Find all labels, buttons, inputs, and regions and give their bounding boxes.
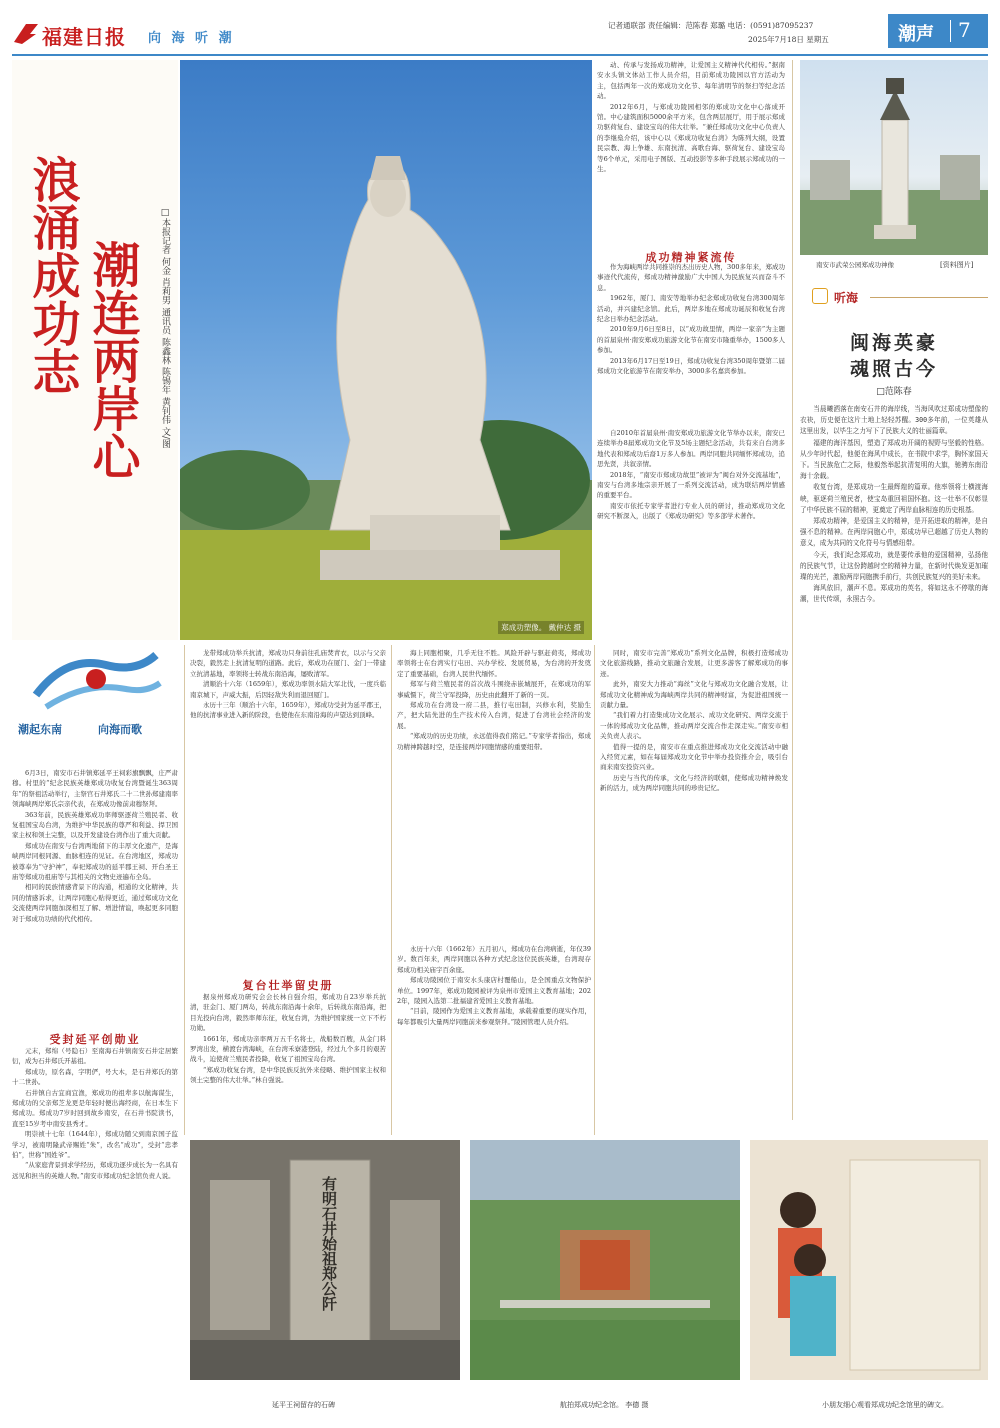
col3-bottom	[397, 944, 591, 1130]
logo-text: 福建日报	[42, 25, 126, 49]
tinghai-rule	[870, 297, 988, 298]
series-logo-line1: 潮起东南	[18, 723, 62, 736]
children-illustration	[750, 1140, 988, 1380]
paragraph: 南安市依托专家学者进行专业人员的研讨，推动郑成功文化研究不断深入，出版了《郑成功研究》等多部学术著作。	[597, 501, 785, 521]
paragraph: 2018年，“南安市郑成功故里”被评为“闽台对外交流基地”，南安与台湾多地宗亲开展了一系列交流活动，成为联结两岸情感的重要平台。	[597, 470, 785, 500]
pen-icon	[812, 288, 828, 304]
paragraph: 清顺治十六年（1659年），郑成功率领水陆大军北伐，一度兵临南京城下，声威大振，后因轻敌失利而退回厦门。	[190, 680, 386, 699]
headline-line2: 潮连两岸心	[84, 240, 140, 480]
paragraph: 1962年，厦门、南安等地举办纪念郑成功收复台湾300周年活动，并兴建纪念馆。此后，两岸多地在郑成功诞辰和收复台湾纪念日举办纪念活动。	[597, 294, 785, 324]
paragraph: 郑成功精神，是爱国主义的精神，是开拓进取的精神，是自强不息的精神。在两岸同胞心中，郑成功早已超越了历史人物的意义，成为共同的文化符号与情感纽带。	[800, 517, 988, 548]
paragraph: 永历十三年（顺治十六年，1659年），郑成功受封为延平郡王，他的抗清事业进入新的阶段，也使他在东南沿海的声望达到顶峰。	[190, 701, 386, 720]
logo	[12, 20, 142, 49]
paragraph: 福建的海洋基因，塑造了郑成功开阔的视野与坚毅的性格。从少年时代起，他便在海风中成长，在书院中求学，胸怀家国天下。当民族危亡之际，他毅然举起抗清复明的大旗，驰骋东南沿海十余载。	[800, 438, 988, 481]
paragraph: 永历十六年（1662年）五月初八，郑成功在台湾病逝，年仅39岁。数百年来，两岸同胞以各种方式纪念这位民族英雄，台湾现存郑成功相关庙宇百余座。	[397, 945, 591, 974]
paragraph: 2012年6月，与郑成功陵园相邻的郑成功文化中心落成开馆。中心建筑面积5000余平方米，包含两层展厅，用于展示郑成功驱荷复台、建设宝岛的伟大壮举。“兼任郑成功文化中心负责人的李继燊介绍，该中心以《郑成功收复台湾》为陈列大纲，设置民宗教、海上争雄、东南抗清、高歌台海、驱荷复台、建设宝岛等6个单元，采用电子图版、互动投影等多种手段展示郑成功的一生。	[597, 102, 785, 174]
main-photo-caption: 郑成功塑像。 戴仲达 摄	[498, 621, 584, 634]
col5-bottom	[600, 648, 788, 1130]
badge-divider	[950, 20, 951, 42]
paragraph: 值得一提的是，南安市在重点推进郑成功文化交流活动中融入经贸元素，如在每届郑成功文化节中举办投资推介会，吸引台商来南安投资兴业。	[600, 742, 788, 772]
section-name: 向 海 听 潮	[148, 31, 235, 46]
divider-2	[391, 645, 392, 1135]
right-photo-caption: 南安市武荣公园郑成功神像	[816, 261, 894, 269]
right-divider	[792, 60, 793, 1120]
aerial-photo	[470, 1140, 740, 1380]
paragraph: 郑军与荷兰殖民者的首次战斗围绕赤嵌城展开，在郑成功的军事威慑下，荷兰守军投降，历史由此翻开了新的一页。	[397, 680, 591, 699]
col3-top	[397, 648, 591, 938]
statue-illustration	[180, 60, 592, 640]
col4-bottom	[597, 262, 785, 424]
right-photo-credit: [资料图片]	[940, 261, 974, 269]
essay-author: □范陈春	[876, 387, 912, 397]
divider-1	[184, 645, 185, 1135]
paragraph: 郑成功陵园位于南安水头康店村覆船山，是全国重点文物保护单位。1997年，郑成功陵园被评为泉州市爱国主义教育基地；2022年，陵园入选第二批福建省爱国主义教育基地。	[397, 976, 591, 1006]
page-name: 潮声	[898, 24, 934, 45]
paragraph: 相同的民族情感背景下的沟通，相通的文化精神，共同的情感诉求，让两岸同胞心贴得更近，通过郑成功文化交流使两岸同胞加深相互了解、增进情谊，唤起更多同胞对于郑成功功绩的代代相传。	[12, 883, 178, 923]
subhead-1: 受封延平创勋业	[49, 1033, 141, 1046]
aerial-caption: 航拍郑成功纪念馆。 李德 摄	[560, 1401, 649, 1409]
paragraph: 明崇祯十七年（1644年），郑成功随父到南京国子监学习，被南明隆武帝赐姓“朱”，改名“成功”，受封“忠孝伯”，世称“国姓爷”。	[12, 1130, 178, 1160]
paragraph: 此外，南安大力推动“海丝”文化与郑成功文化融合发展，让郑成功文化精神成为海峡两岸共同的精神财富，为促进祖国统一贡献力量。	[600, 680, 788, 710]
masthead	[0, 0, 1000, 54]
stele-caption: 延平王祠留存的石碑	[272, 1401, 335, 1409]
paragraph: 同时，南安市完善“郑成功”系列文化品牌，积极打造郑成功文化旅游线路，推动文旅融合发展，让更多游客了解郑成功的事迹。	[600, 649, 788, 678]
paragraph: 动、传承与发扬成功精神，让爱国主义精神代代相传。”据南安水头镇文体站工作人员介绍，目前郑成功陵园以官方活动为主，包括两年一次的郑成功文化节、每年清明节的祭扫等纪念活动。	[597, 61, 785, 101]
col1-top	[12, 768, 178, 1020]
right-statue-photo	[800, 60, 988, 255]
wave-emblem-icon	[26, 645, 166, 715]
col2-top	[190, 648, 386, 960]
paragraph: “郑成功收复台湾，是中华民族反抗外来侵略、维护国家主权和领土完整的伟大壮举。”林自强说。	[190, 1065, 386, 1085]
col1-bottom	[12, 1046, 178, 1420]
paragraph: 石井镇自古宜商宜渔，郑成功的祖辈多以航海谋生，郑成功的父亲郑芝龙更是年轻时便出海经商，在日本生下郑成功。郑成功7岁时回到故乡南安，在石井书院读书，直至15岁考中南安县秀才。	[12, 1088, 178, 1128]
paragraph: “我们着力打造集成功文化展示、成功文化研究、两岸交流于一体的郑成功文化品牌，推动两岸交流合作走深走实。”南安市相关负责人表示。	[600, 711, 788, 741]
paragraph: 2013年6月17日至19日，郑成功收复台湾350周年暨第二届郑成功文化旅游节在南安举办，3000多名嘉宾参加。	[597, 356, 785, 376]
paragraph: 历史与当代的传承，文化与经济的联姻，使郑成功精神焕发新的活力，成为两岸同胞共同的珍贵记忆。	[600, 773, 788, 793]
col4-top	[597, 60, 785, 230]
page-badge	[888, 14, 988, 48]
aerial-illustration	[470, 1140, 740, 1380]
essay-title-2: 魂照古今	[849, 358, 938, 380]
page-number: 7	[958, 18, 971, 42]
col2-bottom	[190, 992, 386, 1130]
staff-line: 记者通联部 责任编辑：范陈春 郑璐 电话：(0591)87095237	[608, 21, 814, 30]
monument-illustration	[800, 60, 988, 255]
paragraph: 龙带郑成功举兵抗清，郑成功只身前往孔庙焚青衣，以示与父亲决裂，毅然走上抗清复明的道路。此后，郑成功在厦门、金门一带建立抗清基地，率领将士转战东南沿海，屡败清军。	[190, 649, 386, 678]
paragraph: 当晨曦洒落在南安石井的海岸线，当海风吹过郑成功塑像的衣袂，历史便在这片土地上轻轻苏醒。300多年前，一位英雄从这里出发，以毕生之力写下了民族大义的壮丽篇章。	[800, 405, 988, 436]
col4-continued	[597, 428, 785, 640]
paragraph: 363年前，民族英雄郑成功率师驱逐荷兰殖民者、收复祖国宝岛台湾，为维护中华民族的尊严和利益、捍卫国家主权和领土完整，以及开发建设台湾作出了重大贡献。	[12, 810, 178, 840]
series-logo-line2: 向海而歌	[98, 723, 142, 736]
paragraph: 2010年9月6日至8日，以“成功故里情，两岸一家亲”为主题的首届泉州·南安郑成功旅游文化节在南安市隆重举办，1500多人参加。	[597, 325, 785, 355]
series-logo	[12, 645, 178, 745]
essay-title-1: 闽海英豪	[849, 332, 938, 354]
logo-mark-icon	[12, 20, 40, 46]
paragraph: 海风依旧，潮声不息。郑成功的英名，将如这永不停歇的海潮，世代传颂，永照古今。	[800, 584, 988, 604]
stele-inscription: 有明石井始祖郑公阡	[320, 1176, 338, 1311]
paragraph: “从家庭背景到求学经历，郑成功逐步成长为一名具有远见和担当的英雄人物。”南安市郑成功纪念馆负责人说。	[12, 1161, 178, 1180]
paragraph: 海上同胞相聚，几乎无往不胜。风险开辟与驱赶荷夷，郑成功率领将士在台湾实行屯田、兴办学校、发展贸易，为台湾的开发奠定了重要基础，台湾人民世代缅怀。	[397, 649, 591, 678]
paragraph: 6月3日，南安市石井镇郑延平王祠彩旗飘飘，庄严肃穆。村里的“纪念民族英雄郑成功收复台湾暨诞生363周年”的祭祖活动举行，主祭官石井郑氏二十二世孙郑建南率领海峡两岸郑氏宗亲代表，在郑成功像前肃穆祭拜。	[12, 769, 178, 809]
date-line: 2025年7月18日 星期五	[748, 35, 829, 44]
paragraph: 郑成功，原名森，字明俨，号大木，是石井郑氏的第十二世孙。	[12, 1067, 178, 1087]
byline: □本报记者 何金 肖莉男 通讯员 陈鑫林 陈锡年 黄钊伟 文/图	[160, 208, 170, 449]
paragraph: 郑成功在南安与台湾两地留下的丰厚文化遗产，是海峡两岸同根同源、血脉相连的见证。在台湾地区，郑成功被尊奉为“守护神”，奉祀郑成功的延平郡王祠、开台圣王庙等郑成功祖庙等与其相关的文物史迹遍布全岛。	[12, 841, 178, 882]
paragraph: 今天，我们纪念郑成功，就是要传承他的爱国精神，弘扬他的民族气节，让这份跨越时空的精神力量，在新时代焕发更加璀璨的光芒，激励两岸同胞携手前行，共创民族复兴的美好未来。	[800, 550, 988, 582]
headline-line1: 浪涌成功志	[24, 155, 80, 395]
paragraph: 据泉州郑成功研究会会长林自强介绍，郑成功自23岁举兵抗清，驻金门、厦门两岛，转战东南沿海十余年，后转战东南沿海，把目光投向台湾，毅然率师东征，收复台湾，为维护国家统一立下不朽功勋。	[190, 993, 386, 1033]
stele-photo	[190, 1140, 460, 1380]
main-statue-photo	[180, 60, 592, 640]
top-rule	[12, 54, 988, 56]
tinghai-text: 听海	[834, 291, 859, 305]
divider-3	[594, 645, 595, 1135]
children-photo	[750, 1140, 988, 1380]
children-caption: 小朋友细心观看郑成功纪念馆里的碑文。	[822, 1401, 948, 1409]
essay-body	[800, 404, 988, 1120]
paragraph: 元末，郑绵（号隐石）至南海石井镇南安石井定居繁衍，成为石井郑氏开基祖。	[12, 1047, 178, 1066]
paragraph: 自2010年首届泉州·南安郑成功旅游文化节举办以来，南安已连续举办8届郑成功文化节及5场主题纪念活动，共有来自台湾多地代表和郑成功后裔1万多人参加。两岸同胞共同缅怀郑成功，追思先贤，共叙亲情。	[597, 429, 785, 469]
subhead-3: 成功精神紧流传	[645, 251, 737, 264]
subhead-2: 复台壮举留史册	[242, 979, 334, 992]
paragraph: 收复台湾，是郑成功一生最辉煌的篇章。他率领将士横渡海峡，驱逐荷兰殖民者，使宝岛重回祖国怀抱。这一壮举不仅彰显了中华民族不屈的精神，更奠定了两岸血脉相连的历史根基。	[800, 483, 988, 514]
paragraph: “郑成功的历史功绩，永远值得我们铭记。”专家学者指出，郑成功精神跨越时空，是连接两岸同胞情感的重要纽带。	[397, 732, 591, 751]
headline-panel	[12, 60, 178, 640]
paragraph: 郑成功在台湾设一府二县，推行屯田制，兴修水利，奖励生产，把大陆先进的生产技术传入台湾，促进了台湾社会经济的发展。	[397, 701, 591, 730]
paragraph: 作为海峡两岸共同推崇的杰出历史人物，300多年来，郑成功事迹代代流传，郑成功精神激励广大中国人为民族复兴而奋斗不息。	[597, 263, 785, 292]
paragraph: “目前，陵园作为爱国主义教育基地，承载着重要的现实作用，每年都吸引大量两岸同胞前来参观祭拜。”陵园管理人员介绍。	[397, 1007, 591, 1026]
paragraph: 1661年，郑成功亲率两万五千名将士，战船数百艘，从金门料罗湾出发，横渡台湾海峡，在台湾禾寮港登陆，经过九个多月的艰苦战斗，迫使荷兰殖民者投降，收复了祖国宝岛台湾。	[190, 1034, 386, 1064]
